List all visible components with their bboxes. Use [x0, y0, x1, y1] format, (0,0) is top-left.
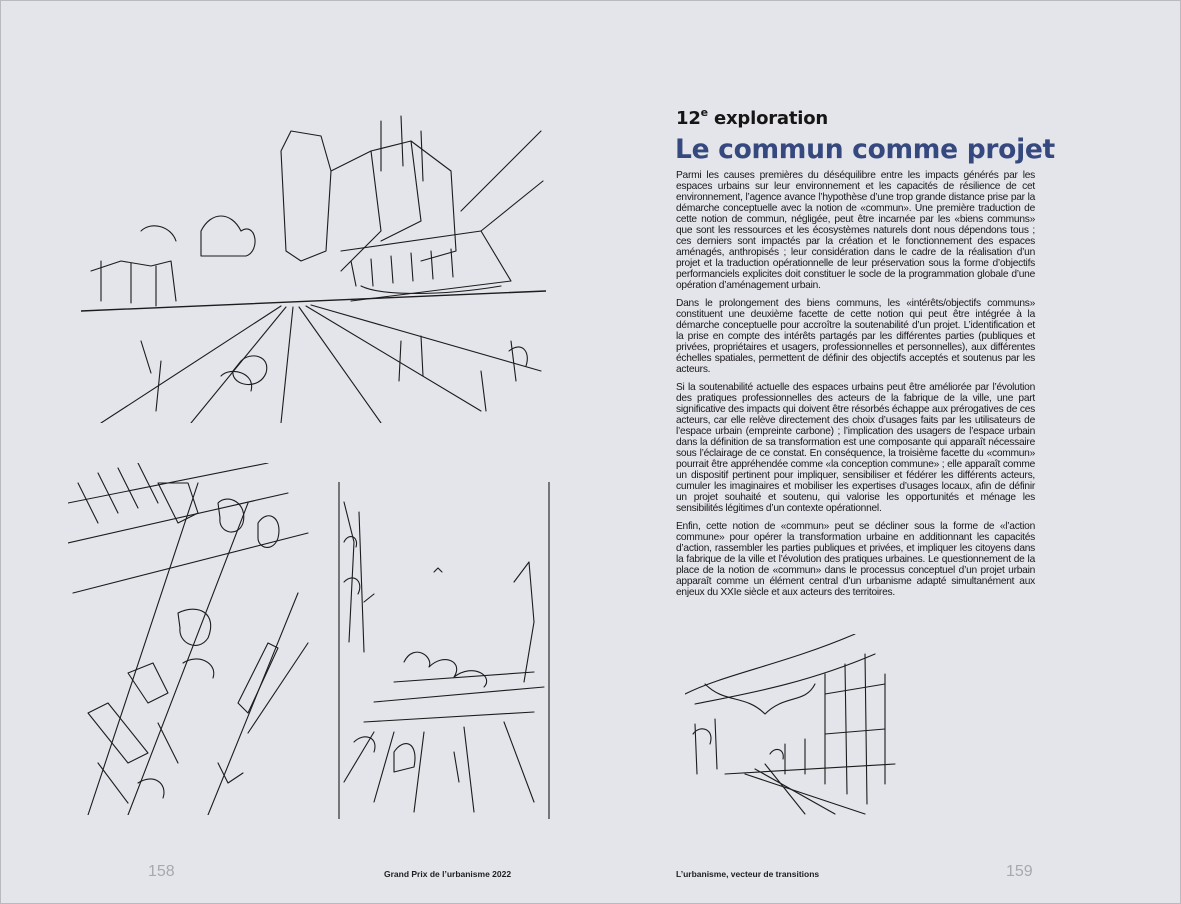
kicker-suffix: e [700, 106, 708, 119]
plaza-sketch [334, 482, 554, 819]
canopy-street-sketch [685, 634, 897, 816]
kicker-label: exploration [714, 108, 829, 129]
kicker-number: 12 [676, 108, 701, 129]
article-body [676, 171, 1035, 606]
paragraph-4: Enfin, cette notion de «commun» peut se décliner sous la forme de «l’action commune» pour opérer la transformation urbaine en additionnant les capacités d’action, rassembler les parties publiques et privées, et impliquer les citoyens dans la fabrique de la ville et l’évolution des pratiques urbaines. Le questionnement de la place de la notion de «commun» dans le processus conceptuel d’un projet urbain apparaît comme un élément central d’un urbanisme adapté simultanément aux enjeux du XXIe siècle et aux acteurs des territoires. [676, 521, 1035, 598]
aerial-street-sketch [68, 463, 316, 815]
paragraph-1: Parmi les causes premières du déséquilibre entre les impacts générés par les espaces urbains sur leur environnement et les capacités de résilience de cet environnement, l’agence avance l’hypothèse d’une trop grande distance prise par la démarche conceptuelle avec la notion de «commun». Une première traduction de cette notion de commun, négligée, peut être incarnée par les «biens communs» que sont les ressources et les écosystèmes naturels dont nous dépendons tous ; ces derniers sont impactés par la création et le fonctionnement des espaces aménagés, anthropisés ; leur considération dans le cadre de la réalisation d’un projet et la traduction opérationnelle de leur préservation sous la forme d’objectifs performanciels explicites doit constituer le socle de la programmation globale d’une opération d’aménagement urbain. [676, 170, 1035, 291]
exploration-kicker [676, 107, 828, 129]
paragraph-2: Dans le prolongement des biens communs, les «intérêts/objectifs communs» constituent une deuxième facette de cette notion qui peut être intégrée à la démarche conceptuelle pour accroître la soutenabilité d’un projet. L’identification et la prise en compte des intérêts partagés par les différentes parties (publiques et privées, propriétaires et usagers, professionnelles et personnelles), aux différentes échelles spatiales, permettent de définir des objectifs acceptés et soutenus par les acteurs. [676, 297, 1035, 375]
left-page-number: 158 [148, 863, 175, 880]
left-running-title: Grand Prix de l’urbanisme 2022 [384, 869, 512, 879]
street-perspective-sketch [81, 111, 546, 423]
right-page-number: 159 [1006, 863, 1033, 880]
page-title: Le commun comme projet [675, 134, 1055, 165]
right-running-title: L’urbanisme, vecteur de transitions [676, 869, 820, 879]
paragraph-3: Si la soutenabilité actuelle des espaces urbains peut être améliorée par l’évolution des pratiques professionnelles des acteurs de la fabrique de la ville, une part significative des impacts qui doivent être résorbés échappe aux prérogatives de ces acteurs, car elle relève directement des choix d’usages faits par les utilisateurs de l’espace urbain (empreinte carbone) ; l’implication des usagers de l’espace urbain dans la définition de sa transformation est une composante qui apparaît nécessaire sous l’éclairage de ce constat. En conséquence, la troisième facette du «commun» pourrait être appréhendée comme «la conception commune» ; elle apparaît comme un dispositif pertinent pour impliquer, sensibiliser et fédérer les différents acteurs, cumuler les imaginaires et mobiliser les expertises d’usages locaux, afin de définir un projet souhaité et soutenu, qui valorise les opportunités et ménage les sensibilités légitimes d’un contexte opérationnel. [676, 382, 1035, 514]
